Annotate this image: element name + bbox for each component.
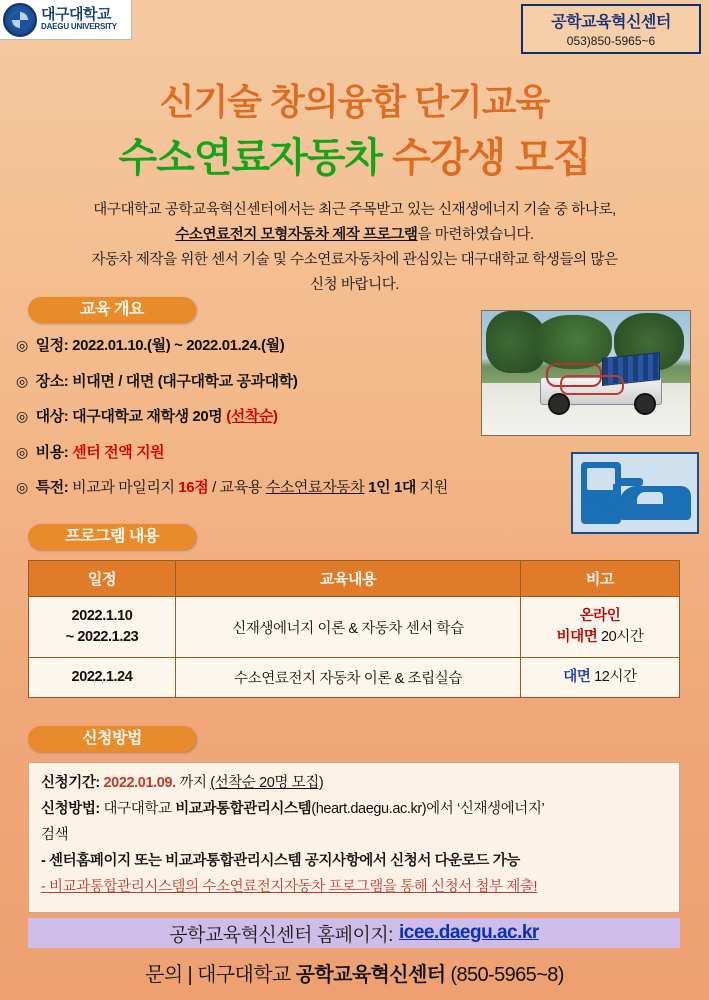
homepage-link[interactable]: icee.daegu.ac.kr bbox=[398, 922, 539, 943]
hydrogen-station-icon bbox=[571, 452, 699, 534]
table-cell-content-1: 신재생에너지 이론 & 자동차 센서 학습 bbox=[176, 597, 521, 658]
table-cell-note-1 bbox=[521, 597, 680, 658]
overview-label-schedule: 일정: bbox=[35, 337, 69, 354]
apply-method-line bbox=[41, 798, 667, 821]
apply-period-date: 2022.01.09. bbox=[103, 775, 176, 791]
overview-item-place bbox=[16, 372, 476, 392]
overview-value-place: 비대면 / 대면 (대구대학교 공과대학) bbox=[72, 372, 298, 390]
university-name-kr: 대구대학교 bbox=[41, 6, 111, 24]
overview-value-schedule: 2022.01.10.(월) ~ 2022.01.24.(월) bbox=[72, 337, 285, 354]
overview-benefit-underline: 수소연료자동차 bbox=[265, 479, 365, 496]
bullet-icon: ◎ bbox=[16, 372, 28, 389]
table-note-1-hours bbox=[525, 627, 675, 648]
overview-list bbox=[16, 336, 476, 514]
h2-nozzle-icon bbox=[617, 478, 643, 486]
photo-tube-lower bbox=[560, 375, 624, 395]
footer-contact bbox=[0, 958, 709, 987]
university-logo-text bbox=[41, 7, 117, 31]
table-note-1-mode: 비대면 bbox=[556, 629, 598, 646]
table-note-1-online: 온라인 bbox=[579, 608, 621, 624]
table-cell-date-2: 2022.1.24 bbox=[29, 658, 176, 698]
section-tab-program: 프로그램 내용 bbox=[28, 524, 196, 550]
overview-item-target bbox=[16, 407, 476, 427]
overview-benefit-count: 1인 1대 bbox=[368, 479, 416, 496]
table-note-1-duration: 20시간 bbox=[597, 629, 644, 646]
h2-letter: H bbox=[590, 490, 605, 512]
table-row bbox=[29, 597, 680, 658]
overview-value-cost: 센터 전액 지원 bbox=[72, 443, 165, 461]
bullet-icon: ◎ bbox=[16, 443, 28, 460]
table-date-1-line2: ~ 2022.1.23 bbox=[65, 629, 139, 646]
homepage-bar bbox=[28, 918, 680, 948]
h2-pump-display bbox=[587, 468, 615, 490]
apply-method-line2: 검색 bbox=[41, 826, 69, 843]
photo-tree-center bbox=[534, 315, 612, 369]
apply-period-note: (선착순 20명 모집) bbox=[210, 775, 324, 791]
table-note-2-duration: 12시간 bbox=[590, 669, 637, 686]
footer-prefix: 문의 | 대구대학교 bbox=[145, 964, 291, 986]
university-seal-icon bbox=[3, 3, 37, 37]
overview-benefit-text: 비교과 마일리지 bbox=[72, 479, 175, 496]
intro-line-4: 신청 바랍니다. bbox=[310, 276, 399, 293]
overview-label-place: 장소: bbox=[35, 372, 69, 390]
overview-benefit-mid: / 교육용 bbox=[212, 479, 262, 496]
overview-item-cost bbox=[16, 443, 476, 463]
apply-submit-line: - 비교과통합관리시스템의 수소연료전지자동차 프로그램을 통해 신청서 첨부 제출! bbox=[41, 878, 538, 895]
table-row bbox=[29, 658, 680, 698]
table-header-date: 일정 bbox=[29, 561, 176, 597]
homepage-label: 공학교육혁신센터 홈페이지: bbox=[169, 924, 393, 946]
bullet-icon: ◎ bbox=[16, 479, 28, 495]
table-header-content: 교육내용 bbox=[176, 561, 521, 597]
overview-value-target: 대구대학교 재학생 20명 bbox=[72, 408, 223, 425]
footer-center-name: 공학교육혁신센터 bbox=[295, 964, 446, 986]
intro-line-3: 자동차 제작을 위한 센서 기술 및 수소연료자동차에 관심있는 대구대학교 학생들의 많은 bbox=[91, 251, 618, 268]
table-header-row bbox=[29, 561, 680, 597]
section-tab-apply: 신청방법 bbox=[28, 726, 196, 752]
table-note-2-mode: 대면 bbox=[563, 669, 591, 686]
overview-target-emphasis: (선착순) bbox=[226, 408, 278, 425]
apply-method-rest: (heart.daegu.ac.kr)에서 ‘신재생에너지’ bbox=[311, 800, 545, 817]
apply-period-tail: 까지 bbox=[179, 775, 207, 791]
overview-label-target: 대상: bbox=[35, 408, 69, 425]
poster-title-suffix: 수강생 모집 bbox=[392, 136, 591, 180]
apply-method-univ: 대구대학교 bbox=[103, 800, 172, 817]
apply-method-system: 비교과통합관리시스템 bbox=[175, 800, 312, 817]
h2-car-window bbox=[637, 492, 663, 504]
photo-wheel-rear bbox=[634, 393, 656, 415]
overview-benefit-points: 16점 bbox=[178, 479, 209, 496]
center-phone: 053)850-5965~6 bbox=[566, 34, 656, 48]
intro-line-2-tail: 을 마련하였습니다. bbox=[417, 226, 534, 243]
poster-title-line2 bbox=[0, 126, 709, 183]
overview-label-cost: 비용: bbox=[35, 443, 69, 461]
university-logo bbox=[0, 0, 132, 40]
poster-title-line1: 신기술 창의융합 단기교육 bbox=[159, 81, 550, 122]
apply-period-label: 신청기간: bbox=[41, 775, 100, 791]
table-cell-date-1 bbox=[29, 597, 176, 658]
section-tab-overview: 교육 개요 bbox=[28, 297, 196, 323]
application-info-box bbox=[28, 762, 680, 913]
apply-method-label: 신청방법: bbox=[41, 800, 100, 817]
apply-period-line bbox=[41, 772, 667, 795]
footer-tel: (850-5965~8) bbox=[450, 964, 564, 986]
program-table bbox=[28, 560, 680, 698]
photo-wheel-front bbox=[548, 393, 570, 415]
h2-subscript: 2 bbox=[604, 501, 612, 515]
table-cell-note-2 bbox=[521, 658, 680, 698]
table-date-1-line1: 2022.1.10 bbox=[71, 608, 133, 624]
intro-paragraph bbox=[18, 198, 691, 298]
bullet-icon: ◎ bbox=[16, 337, 28, 353]
overview-item-schedule bbox=[16, 336, 476, 356]
intro-program-name: 수소연료전지 모형자동차 제작 프로그램 bbox=[175, 226, 418, 243]
overview-benefit-tail: 지원 bbox=[419, 479, 448, 496]
center-contact-box bbox=[521, 4, 701, 54]
poster-title-highlight: 수소연료자동차 bbox=[118, 136, 383, 180]
hydrogen-car-photo bbox=[481, 310, 691, 436]
apply-download-line: - 센터홈페이지 또는 비교과통합관리시스템 공지사항에서 신청서 다운로드 가능 bbox=[41, 852, 520, 869]
table-header-note: 비고 bbox=[521, 561, 680, 597]
university-name-en: DAEGU UNIVERSITY bbox=[41, 22, 117, 32]
overview-item-benefit bbox=[16, 478, 476, 498]
intro-line-1: 대구대학교 공학교육혁신센터에서는 최근 주목받고 있는 신재생에너지 기술 중 하나로, bbox=[93, 202, 616, 218]
intro-line-2 bbox=[18, 223, 691, 248]
bullet-icon: ◎ bbox=[16, 408, 28, 424]
center-name: 공학교육혁신센터 bbox=[551, 14, 671, 31]
table-cell-content-2: 수소연료전지 자동차 이론 & 조립실습 bbox=[176, 658, 521, 698]
overview-label-benefit: 특전: bbox=[35, 479, 69, 496]
